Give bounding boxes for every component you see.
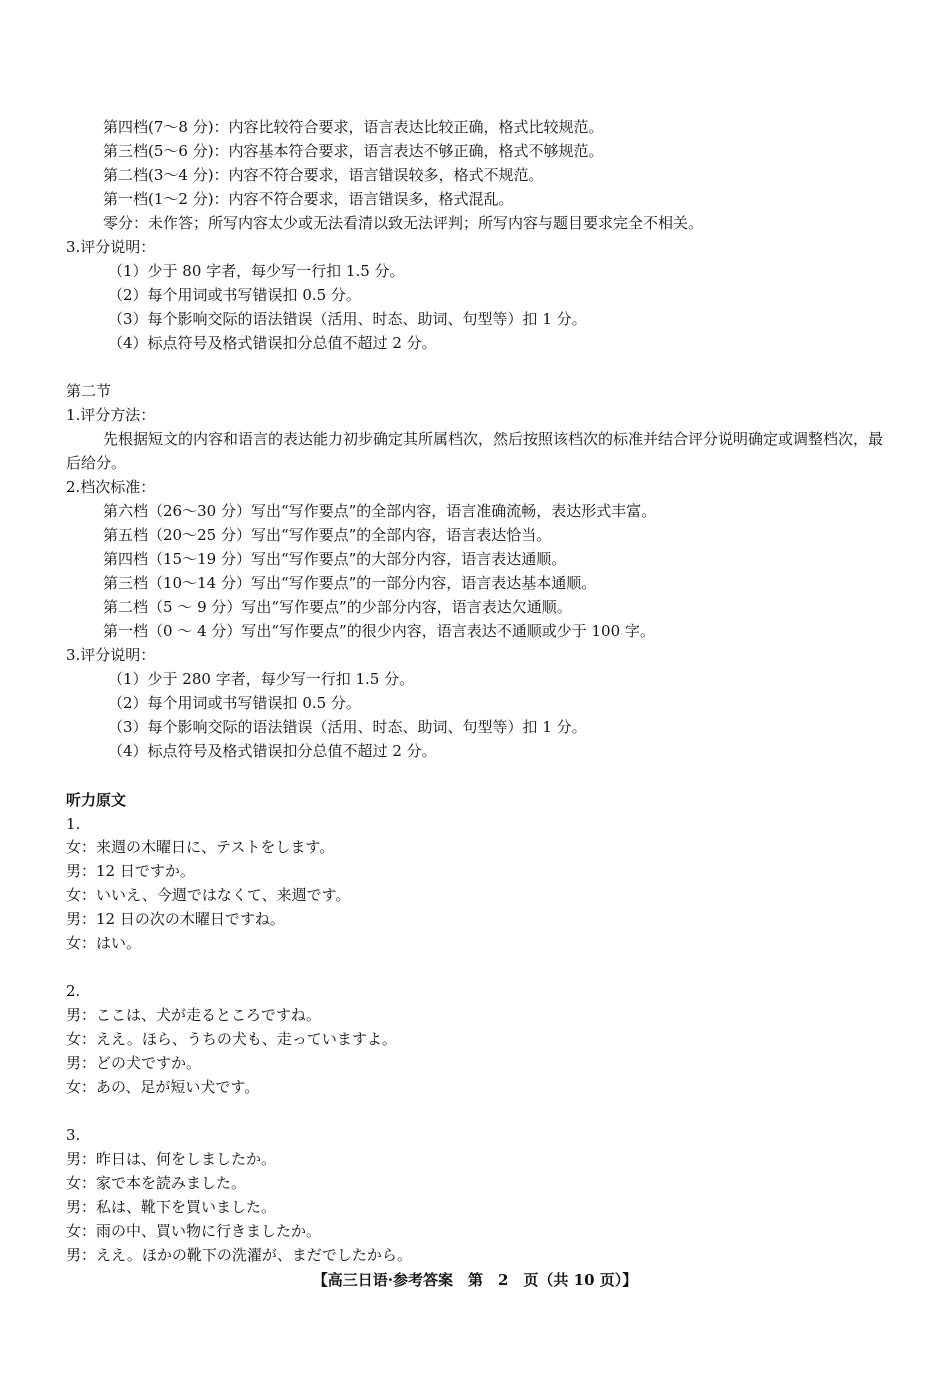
section2-tiers-heading: 2.档次标准： xyxy=(66,478,156,496)
dialogue-line: 女：あの、足が短い犬です。 xyxy=(66,1078,260,1096)
dialogue-line: 女：来週の木曜日に、テストをします。 xyxy=(66,838,335,856)
dialogue-line: 男：私は、靴下を買いました。 xyxy=(66,1198,277,1216)
tier-line: 第一档（0 ～ 4 分）写出“写作要点”的很少内容，语言表达不通顺或少于 100 字。 xyxy=(103,622,655,640)
section2-method-text: 先根据短文的内容和语言的表达能力初步确定其所属档次，然后按照该档次的标准并结合评分说明确定或调整档次，最后给分。 xyxy=(66,430,884,472)
dialogue-line: 女：はい。 xyxy=(66,934,142,952)
dialogue-number: 3. xyxy=(66,1126,81,1144)
note-line: （4）标点符号及格式错误扣分总值不超过 2 分。 xyxy=(108,742,437,760)
dialogue-line: 男：12 日の次の木曜日ですね。 xyxy=(66,910,285,928)
dialogue-number: 1. xyxy=(66,815,81,833)
note-line: （2）每个用词或书写错误扣 0.5 分。 xyxy=(108,286,361,304)
dialogue-line: 男：12 日ですか。 xyxy=(66,862,195,880)
tier-line: 零分：未作答；所写内容太少或无法看清以致无法评判；所写内容与题目要求完全不相关。 xyxy=(103,214,704,232)
dialogue-line: 女：ええ。ほら、うちの犬も、走っていますよ。 xyxy=(66,1030,397,1048)
note-line: （2）每个用词或书写错误扣 0.5 分。 xyxy=(108,694,361,712)
section1-notes-heading: 3.评分说明： xyxy=(66,238,156,256)
tier-line: 第四档(7～8 分)：内容比较符合要求，语言表达比较正确，格式比较规范。 xyxy=(103,118,604,136)
dialogue-line: 男：ええ。ほかの靴下の洗濯が、まだでしたから。 xyxy=(66,1246,412,1264)
dialogue-line: 女：雨の中、買い物に行きましたか。 xyxy=(66,1222,322,1240)
page-footer: 【高三日语·参考答案 第 2 页（共 10 页）】 xyxy=(312,1271,638,1289)
dialogue-line: 女：家で本を読みました。 xyxy=(66,1174,247,1192)
dialogue-line: 女：いいえ、今週ではなくて、来週です。 xyxy=(66,886,351,904)
tier-line: 第二档（5 ～ 9 分）写出“写作要点”的少部分内容，语言表达欠通顺。 xyxy=(103,598,572,616)
note-line: （3）每个影响交际的语法错误（活用、时态、助词、句型等）扣 1 分。 xyxy=(108,718,587,736)
tier-line: 第一档(1～2 分)：内容不符合要求，语言错误多，格式混乱。 xyxy=(103,190,514,208)
tier-line: 第五档（20～25 分）写出“写作要点”的全部内容，语言表达恰当。 xyxy=(103,526,552,544)
tier-line: 第四档（15～19 分）写出“写作要点”的大部分内容，语言表达通顺。 xyxy=(103,550,567,568)
note-line: （4）标点符号及格式错误扣分总值不超过 2 分。 xyxy=(108,334,437,352)
tier-line: 第三档(5～6 分)：内容基本符合要求，语言表达不够正确，格式不够规范。 xyxy=(103,142,604,160)
dialogue-line: 男：どの犬ですか。 xyxy=(66,1054,202,1072)
tier-line: 第三档（10～14 分）写出“写作要点”的一部分内容，语言表达基本通顺。 xyxy=(103,574,597,592)
tier-line: 第二档(3～4 分)：内容不符合要求，语言错误较多，格式不规范。 xyxy=(103,166,544,184)
note-line: （3）每个影响交际的语法错误（活用、时态、助词、句型等）扣 1 分。 xyxy=(108,310,587,328)
section2-notes-heading: 3.评分说明： xyxy=(66,646,156,664)
dialogue-number: 2. xyxy=(66,982,81,1000)
note-line: （1）少于 80 字者，每少写一行扣 1.5 分。 xyxy=(108,262,405,280)
tier-line: 第六档（26～30 分）写出“写作要点”的全部内容，语言准确流畅，表达形式丰富。 xyxy=(103,502,657,520)
section2-title: 第二节 xyxy=(66,382,112,400)
listening-title: 听力原文 xyxy=(66,791,127,809)
note-line: （1）少于 280 字者，每少写一行扣 1.5 分。 xyxy=(108,670,415,688)
section2-method-heading: 1.评分方法： xyxy=(66,406,156,424)
dialogue-line: 男：ここは、犬が走るところですね。 xyxy=(66,1006,321,1024)
dialogue-line: 男：昨日は、何をしましたか。 xyxy=(66,1150,277,1168)
